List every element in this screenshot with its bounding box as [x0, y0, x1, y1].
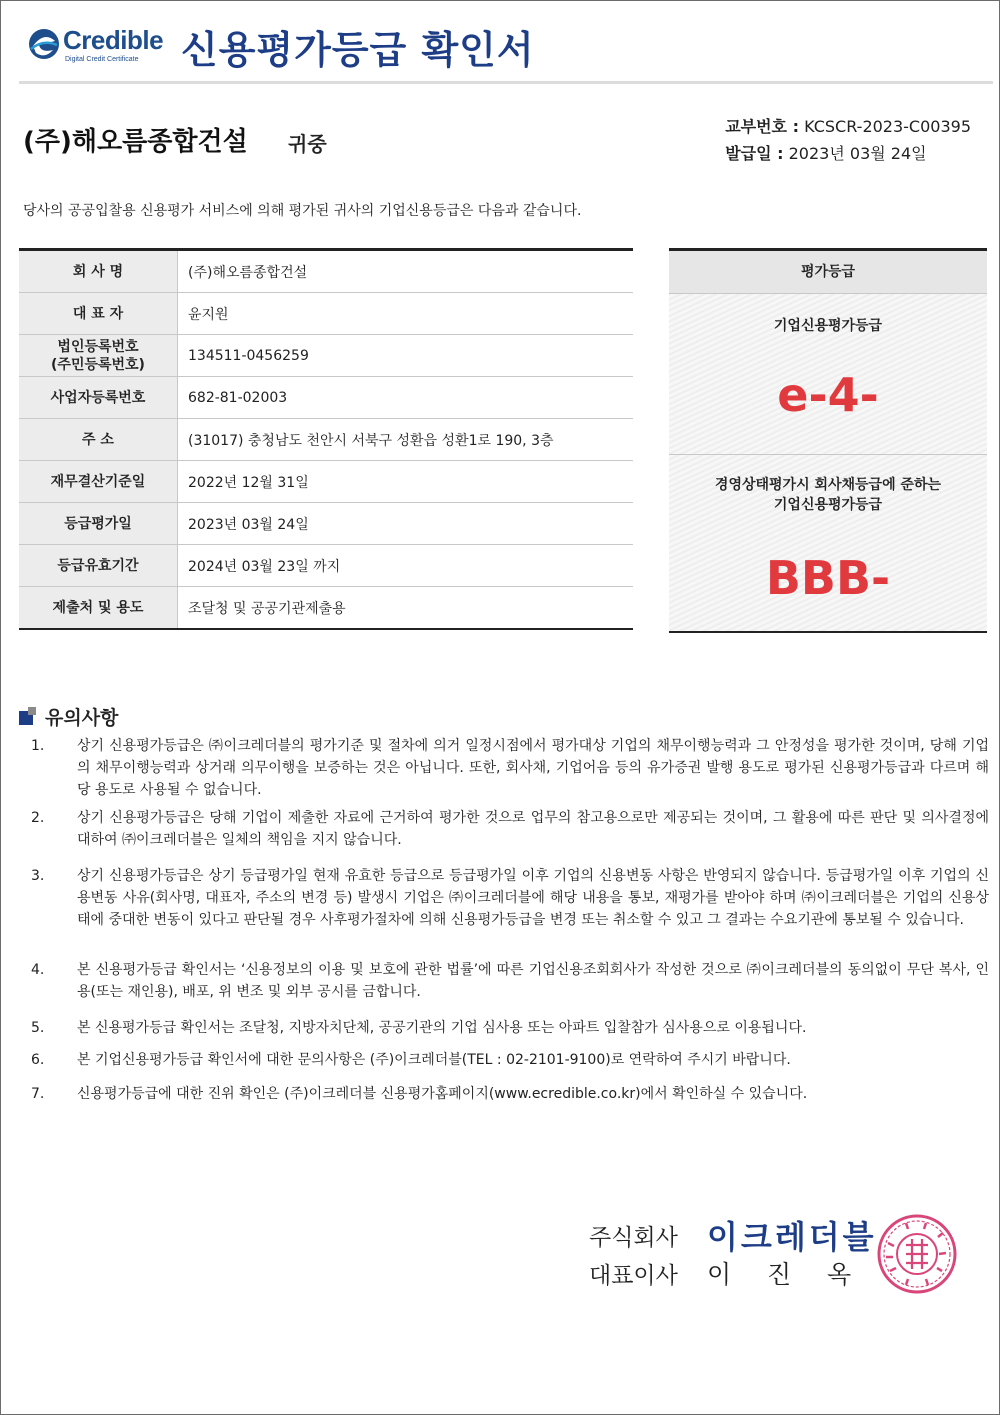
- table-row: [19, 293, 633, 335]
- logo-e-mark-icon: [27, 27, 61, 61]
- intro-text: 당사의 공공입찰용 신용평가 서비스에 의해 평가된 귀사의 기업신용등급은 다음과 같습니다.: [23, 203, 582, 219]
- table-row: [19, 377, 633, 419]
- table-row: [19, 250, 633, 293]
- row-label: 회 사 명: [19, 250, 178, 293]
- note-item: [31, 1049, 989, 1071]
- row-value: 2023년 03월 24일: [178, 503, 634, 545]
- logo-subtext: Digital Credit Certificate: [65, 56, 139, 63]
- note-number: 1.: [31, 738, 45, 754]
- row-value: 윤지원: [178, 293, 634, 335]
- row-value: 조달청 및 공공기관제출용: [188, 600, 346, 617]
- note-item: [31, 735, 989, 801]
- issue-number: KCSCR-2023-C00395: [804, 117, 971, 136]
- table-row: [19, 419, 633, 461]
- bond-grade-value: BBB-: [765, 551, 891, 605]
- bond-grade-label-line2: 기업신용평가등급: [773, 497, 883, 513]
- row-label: 제출처 및 용도: [19, 587, 178, 630]
- row-label: 주 소: [19, 419, 178, 461]
- header-divider: [19, 81, 993, 84]
- bond-grade-label-line1: 경영상태평가시 회사채등급에 준하는: [714, 477, 942, 493]
- row-value: 682-81-02003: [178, 377, 634, 419]
- row-value: (31017) 충청남도 천안시 서북구 성환읍 성환1로 190, 3층: [178, 419, 634, 461]
- note-number: 3.: [31, 868, 45, 884]
- ceo-label: 대표이사: [589, 1263, 678, 1289]
- note-item: [31, 1017, 989, 1039]
- issue-date-line: [725, 140, 971, 167]
- recipient-honorific: 귀중: [288, 132, 327, 156]
- row-value: 134511-0456259: [178, 335, 634, 377]
- grade-header: 평가등급: [669, 251, 987, 294]
- row-label: 재무결산기준일: [19, 461, 178, 503]
- issue-number-label: 교부번호 :: [725, 117, 799, 136]
- note-item: [31, 1083, 989, 1105]
- row-label: 대 표 자: [19, 293, 178, 335]
- row-value: (주)해오름종합건설: [178, 250, 634, 293]
- row-label: 법인등록번호 (주민등록번호): [19, 335, 178, 377]
- company-seal-icon: [876, 1213, 958, 1295]
- note-text: 상기 신용평가등급은 당해 기업이 제출한 자료에 근거하여 평가한 것으로 업무의 참고용으로만 제공되는 것이며, 그 활용에 따른 판단 및 의사결정에 대하여 ㈜이크레더블은 일체의 책임을 지지 않습니다.: [77, 810, 989, 848]
- corporate-grade-section: [669, 294, 987, 455]
- company-type-label: 주식회사: [589, 1225, 678, 1251]
- issue-meta: [725, 113, 971, 167]
- issue-number-line: [725, 113, 971, 140]
- row-value: 2024년 03월 23일 까지: [178, 545, 634, 587]
- note-item: [31, 807, 989, 851]
- note-item: [31, 865, 989, 931]
- note-number: 5.: [31, 1020, 45, 1036]
- note-item: [31, 959, 989, 1003]
- row-value: 2022년 12월 31일: [178, 461, 634, 503]
- notes-title: [19, 703, 118, 730]
- issue-date: 2023년 03월 24일: [788, 144, 927, 163]
- grade-panel: [669, 248, 987, 633]
- table-row: [19, 587, 633, 630]
- issuer-company-name: 이크레더블: [707, 1218, 877, 1256]
- table-row: [19, 335, 633, 377]
- recipient-company: (주)해오름종합건설: [23, 127, 248, 157]
- corporate-grade-label: 기업신용평가등급: [773, 318, 883, 334]
- logo-wordmark: Credible: [63, 25, 164, 55]
- note-number: 7.: [31, 1086, 45, 1102]
- note-number: 6.: [31, 1052, 45, 1068]
- table-row: [19, 461, 633, 503]
- notes-title-text: 유의사항: [45, 707, 119, 729]
- page-title: 신용평가등급 확인서: [181, 28, 535, 72]
- company-info-table: [19, 248, 633, 630]
- row-label: 등급유효기간: [19, 545, 178, 587]
- note-number: 4.: [31, 962, 45, 978]
- note-text: 상기 신용평가등급은 ㈜이크레더블의 평가기준 및 절차에 의거 일정시점에서 평가대상 기업의 채무이행능력과 그 안정성을 평가한 것이며, 당해 기업의 채무이행능력과 상거래 의무이행을 보증하는 것은 아닙니다. 또한, 회사채, 기업어음 등의 유가증권 발행 용도로 평가된 신용평가등급과 다르며 해당 용도로 사용될 수 없습니다.: [77, 738, 989, 798]
- note-text: 신용평가등급에 대한 진위 확인은 (주)이크레더블 신용평가홈페이지(www.ecredible.co.kr)에서 확인하실 수 있습니다.: [77, 1086, 808, 1102]
- note-text: 본 신용평가등급 확인서는 ‘신용정보의 이용 및 보호에 관한 법률’에 따른 기업신용조회회사가 작성한 것으로 ㈜이크레더블의 동의없이 무단 복사, 인용(또는 재인용), 배포, 위 변조 및 외부 공시를 금합니다.: [77, 962, 989, 1000]
- table-row: [19, 503, 633, 545]
- note-text: 상기 신용평가등급은 상기 등급평가일 현재 유효한 등급으로 등급평가일 이후 기업의 신용변동 사항은 반영되지 않습니다. 등급평가일 이후 기업의 신용변동 사유(회사명, 대표자, 주소의 변경 등) 발생시 기업은 ㈜이크레더블에 해당 내용을 통보, 재평가를 받아야 하며 ㈜이크레더블은 기업의 신용상태에 중대한 변동이 있다고 판단될 경우 사후평가절차에 의해 신용평가등급을 변경 또는 취소할 수 있고 그 결과는 수요기관에 통보될 수 있습니다.: [77, 868, 989, 928]
- row-label: 사업자등록번호: [19, 377, 178, 419]
- ecredible-logo: [27, 25, 172, 67]
- ceo-name-char: 이: [707, 1260, 732, 1289]
- row-label: 등급평가일: [19, 503, 178, 545]
- note-text: 본 기업신용평가등급 확인서에 대한 문의사항은 (주)이크레더블(TEL : 02-2101-9100)로 연락하여 주시기 바랍니다.: [77, 1052, 791, 1068]
- note-number: 2.: [31, 810, 45, 826]
- ceo-name-char: 옥: [827, 1260, 852, 1289]
- corporate-grade-value: e-4-: [777, 368, 879, 422]
- note-text: 본 신용평가등급 확인서는 조달청, 지방자치단체, 공공기관의 기업 심사용 또는 아파트 입찰참가 심사용으로 이용됩니다.: [77, 1020, 807, 1036]
- issue-date-label: 발급일 :: [725, 144, 784, 163]
- ceo-name: [707, 1255, 887, 1291]
- table-row: [19, 545, 633, 587]
- ceo-name-char: 진: [767, 1260, 792, 1289]
- bond-equivalent-grade-section: [669, 455, 987, 631]
